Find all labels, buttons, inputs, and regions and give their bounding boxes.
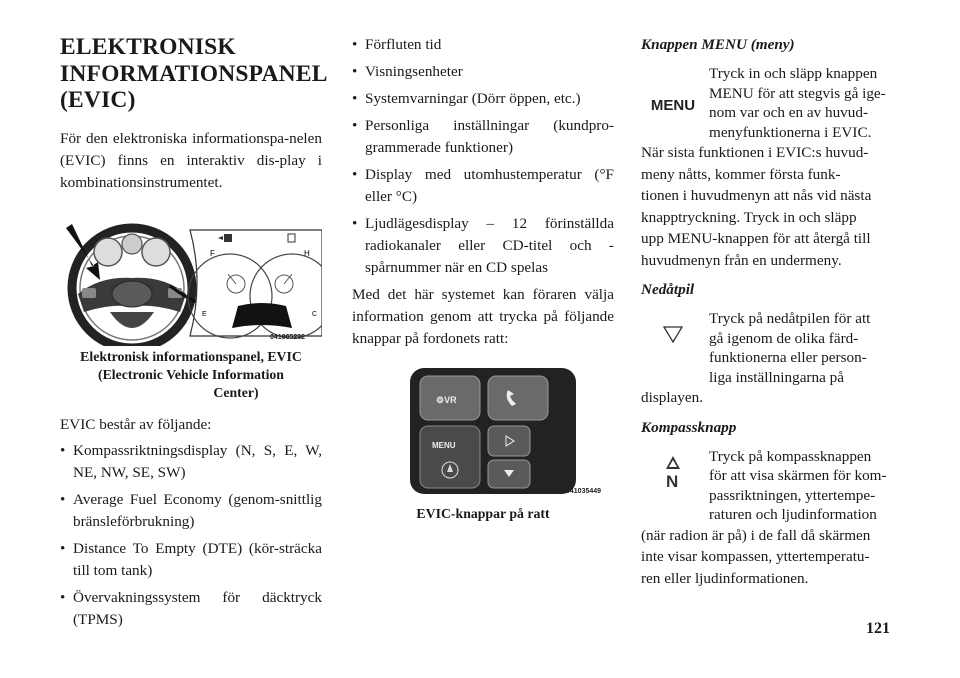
- gauge-letter-c: C: [312, 310, 318, 318]
- gauge-letter-h: H: [304, 248, 310, 258]
- compass-icon: [641, 447, 705, 497]
- list-item: • Kompassriktningsdisplay (N, S, E, W, NE, NW, SE, SW): [60, 440, 322, 484]
- figure-caption: EVIC-knappar på ratt: [416, 506, 550, 521]
- down-description-continued: displayen.: [641, 389, 704, 406]
- list-item: • Distance To Empty (DTE) (kör-sträcka till tom tank): [60, 538, 322, 582]
- column-middle: [352, 34, 614, 522]
- compass-section-heading: Kompassknapp: [641, 418, 737, 436]
- title-line: INFORMATIONSPANEL: [60, 60, 328, 87]
- compass-icon-letter: N: [666, 471, 679, 489]
- list-item: • Display med utomhustemperatur (°F eller °C): [352, 164, 614, 208]
- page-number: 121: [866, 620, 890, 637]
- list-item: • Visningsenheter: [352, 61, 614, 83]
- evic-display: [232, 303, 292, 328]
- title-line: (EVIC): [60, 87, 136, 113]
- figure-code: 041065232: [270, 333, 306, 341]
- list-item: • Ljudlägesdisplay – 12 förinställda radiokanaler eller CD-titel och -spårnummer när en CD spelas: [352, 213, 614, 279]
- list-item: • Förfluten tid: [352, 34, 614, 56]
- page-title: [60, 34, 328, 114]
- evic-buttons-figure: [406, 366, 602, 502]
- evic-figure: [60, 216, 322, 346]
- menu-description: Tryck in och släpp knappen MENU för att stegvis gå ige- nom var och en av huvud- menyfunktionerna i EVIC.: [709, 65, 886, 141]
- down-section-heading: Nedåtpil: [641, 281, 695, 298]
- down-button-block: [641, 309, 899, 387]
- menu-section-heading: Knappen MENU (meny): [641, 36, 795, 53]
- steering-wheel-cluster-illustration: [60, 216, 322, 346]
- column-right: [641, 34, 899, 589]
- list-item: • Övervakningssystem för däcktryck (TPMS): [60, 587, 322, 631]
- compass-description: Tryck på kompassknappen för att visa skärmen för kom- passriktningen, yttertempe- raturen och ljudinformation: [709, 447, 887, 523]
- voice-button-label: ⚙VR: [436, 395, 457, 405]
- down-arrow-icon: [641, 309, 705, 359]
- menu-button-label: MENU: [432, 441, 456, 450]
- menu-icon: MENU: [650, 96, 696, 114]
- list-item: • Personliga inställningar (kundpro-grammerade funktioner): [352, 115, 614, 159]
- gauge-letter-f: F: [210, 248, 215, 258]
- fuel-icon: [224, 234, 232, 242]
- buttons-intro: Med det här systemet kan föraren välja information genom att trycka på följande knappar på fordonets ratt:: [352, 286, 614, 347]
- figure-caption: Elektronisk informationspanel, EVIC (Electronic Vehicle Information Center): [80, 348, 302, 400]
- column-left: [60, 34, 328, 636]
- feature-list-right: [352, 34, 614, 279]
- menu-button-block: [641, 64, 899, 142]
- gauge-letter-e: E: [202, 310, 207, 318]
- menu-description-continued: När sista funktionen i EVIC:s huvud- meny nåtts, kommer första funk- tionen i huvudmenyn att nås vid nästa knapptryckning. Tryck in och släpp upp MENU-knappen för att återgå till huvudmenyn från en undermeny.: [641, 144, 872, 269]
- list-item: • Systemvarningar (Dörr öppen, etc.): [352, 88, 614, 110]
- title-line: ELEKTRONISK: [60, 34, 236, 60]
- intro-paragraph: För den elektroniska informationspa-nelen (EVIC) finns en interaktiv dis-play i kombinationsinstrumentet.: [60, 129, 322, 191]
- down-description: Tryck på nedåtpilen för att gå igenom de olika färd- funktionerna eller person- liga inställningarna på: [709, 310, 871, 386]
- consists-of-text: EVIC består av följande:: [60, 415, 212, 433]
- list-item: • Average Fuel Economy (genom-snittlig bränsleförbrukning): [60, 489, 322, 533]
- compass-description-continued: (när radion är på) i de fall då skärmen inte visar kompassen, yttertemperatu- ren eller ljudinformationen.: [641, 526, 871, 587]
- evic-buttons-illustration: [406, 366, 582, 502]
- feature-list-left: [60, 440, 322, 631]
- compass-button-block: [641, 447, 899, 525]
- figure-code: 041035449: [566, 488, 602, 495]
